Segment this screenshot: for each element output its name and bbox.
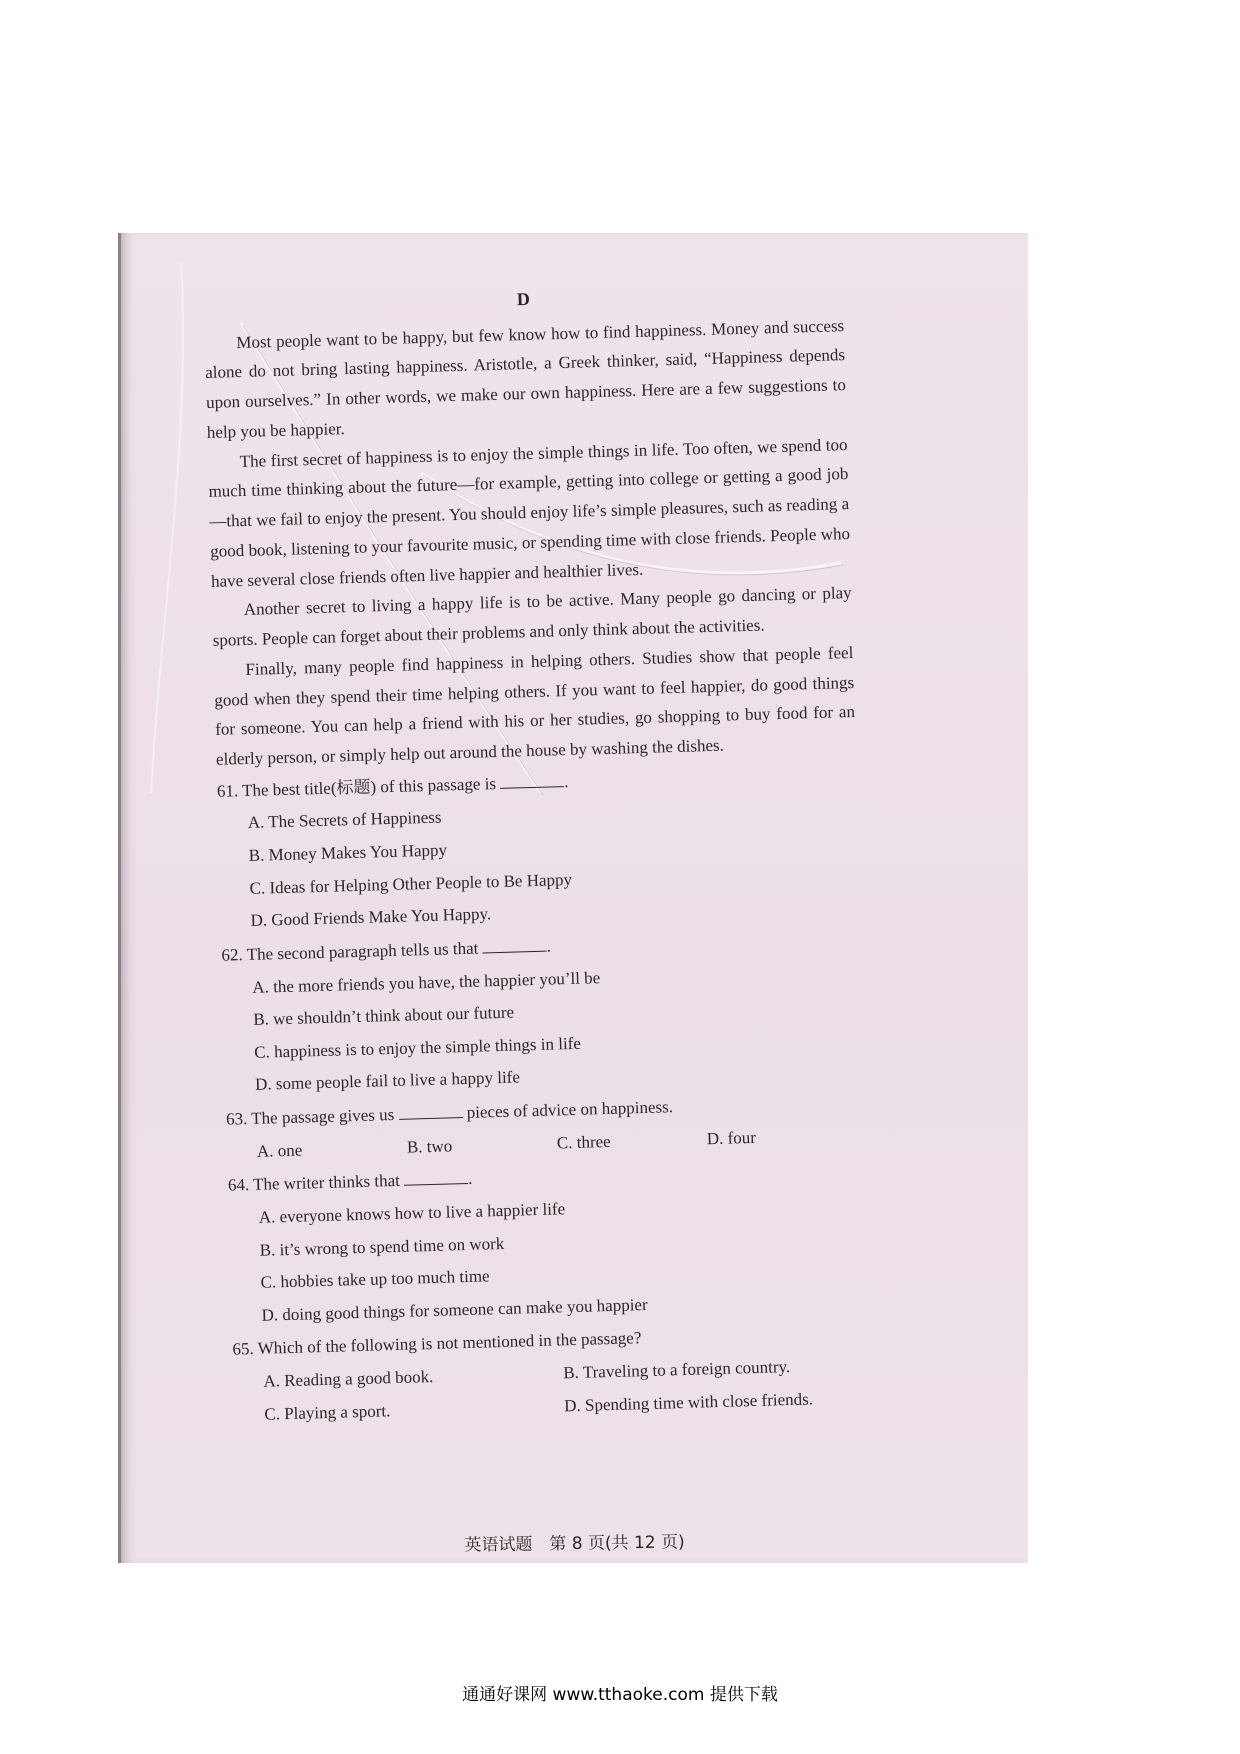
option-a: A. one: [256, 1140, 303, 1161]
option-c: C. three: [556, 1131, 611, 1153]
exam-content: [203, 275, 875, 1432]
answer-blank: [398, 1103, 462, 1120]
download-watermark: 通通好课网 www.tthaoke.com 提供下载: [462, 1685, 778, 1705]
question-65: [232, 1316, 874, 1432]
option-d: D. Good Friends Make You Happy.: [250, 904, 492, 931]
option-c: C. Ideas for Helping Other People to Be Happy: [249, 869, 573, 898]
option-c: C. hobbies take up too much time: [260, 1266, 490, 1292]
passage-paragraph-4: Finally, many people find happiness in helping others. Studies show that people feel good when they spend their time helping others. If you want to feel happier, do good things for someone. You can help a friend with his or her studies, go shopping to buy food for an elderly person, or simply help out around the house by washing the dishes.: [214, 642, 856, 769]
question-stem: 62. The second paragraph tells us that .: [221, 936, 552, 965]
option-d: D. some people fail to live a happy life: [254, 1067, 521, 1095]
section-heading: D: [516, 288, 531, 310]
option-b: B. it’s wrong to spend time on work: [259, 1233, 505, 1260]
page-number-footer: 英语试题 第 8 页(共 12 页): [464, 1532, 685, 1556]
option-d: D. four: [706, 1127, 757, 1148]
option-c: C. happiness is to enjoy the simple things in life: [253, 1033, 582, 1062]
option-a: A. the more friends you have, the happier you’ll be: [252, 967, 601, 997]
option-a: A. The Secrets of Happiness: [247, 807, 442, 833]
question-stem: 61. The best title(标题) of this passage is .: [216, 771, 569, 801]
question-64: [227, 1152, 871, 1333]
option-b: B. Traveling to a foreign country.: [563, 1357, 791, 1383]
scanned-exam-page: [118, 233, 1028, 1563]
passage-paragraph-1: Most people want to be happy, but few know how to find happiness. Money and success alone do not bring lasting happiness. Aristotle, a Greek thinker, said, “Happiness depends upon ourselves.” In other words, we make our own happiness. Here are a few suggestions to help you be happier.: [204, 315, 847, 442]
answer-blank: [482, 937, 546, 954]
question-62: [221, 922, 865, 1103]
question-stem: 63. The passage gives us pieces of advice on happiness.: [225, 1097, 674, 1129]
question-stem: 65. Which of the following is not mentioned in the passage?: [232, 1328, 642, 1359]
option-b: B. two: [406, 1136, 453, 1157]
option-d: D. Spending time with close friends.: [563, 1389, 814, 1415]
option-b: B. Money Makes You Happy: [248, 840, 448, 865]
option-c: C. Playing a sport.: [264, 1400, 391, 1424]
passage-paragraph-3: Another secret to living a happy life is to be active. Many people go dancing or play sports. People can forget about their problems and only think about the activities.: [212, 583, 852, 650]
option-b: B. we shouldn’t think about our future: [253, 1002, 515, 1029]
option-a: A. Reading a good book.: [263, 1366, 434, 1391]
passage-paragraph-2: The first secret of happiness is to enjoy the simple things in life. Too often, we spend too much time thinking about the future—for example, getting into college or getting a good job—that we fail to enjoy the present. You should enjoy life’s simple pleasures, such as reading a good book, listening to your favourite music, or spending time with close friends. People who have several close friends often live happier and healthier lives.: [208, 434, 851, 591]
answer-blank: [500, 772, 564, 789]
option-d: D. doing good things for someone can make you happier: [261, 1294, 648, 1325]
answer-blank: [404, 1169, 468, 1186]
question-61: [216, 758, 860, 939]
question-stem: 64. The writer thinks that .: [227, 1169, 473, 1195]
option-a: A. everyone knows how to live a happier life: [258, 1199, 566, 1227]
